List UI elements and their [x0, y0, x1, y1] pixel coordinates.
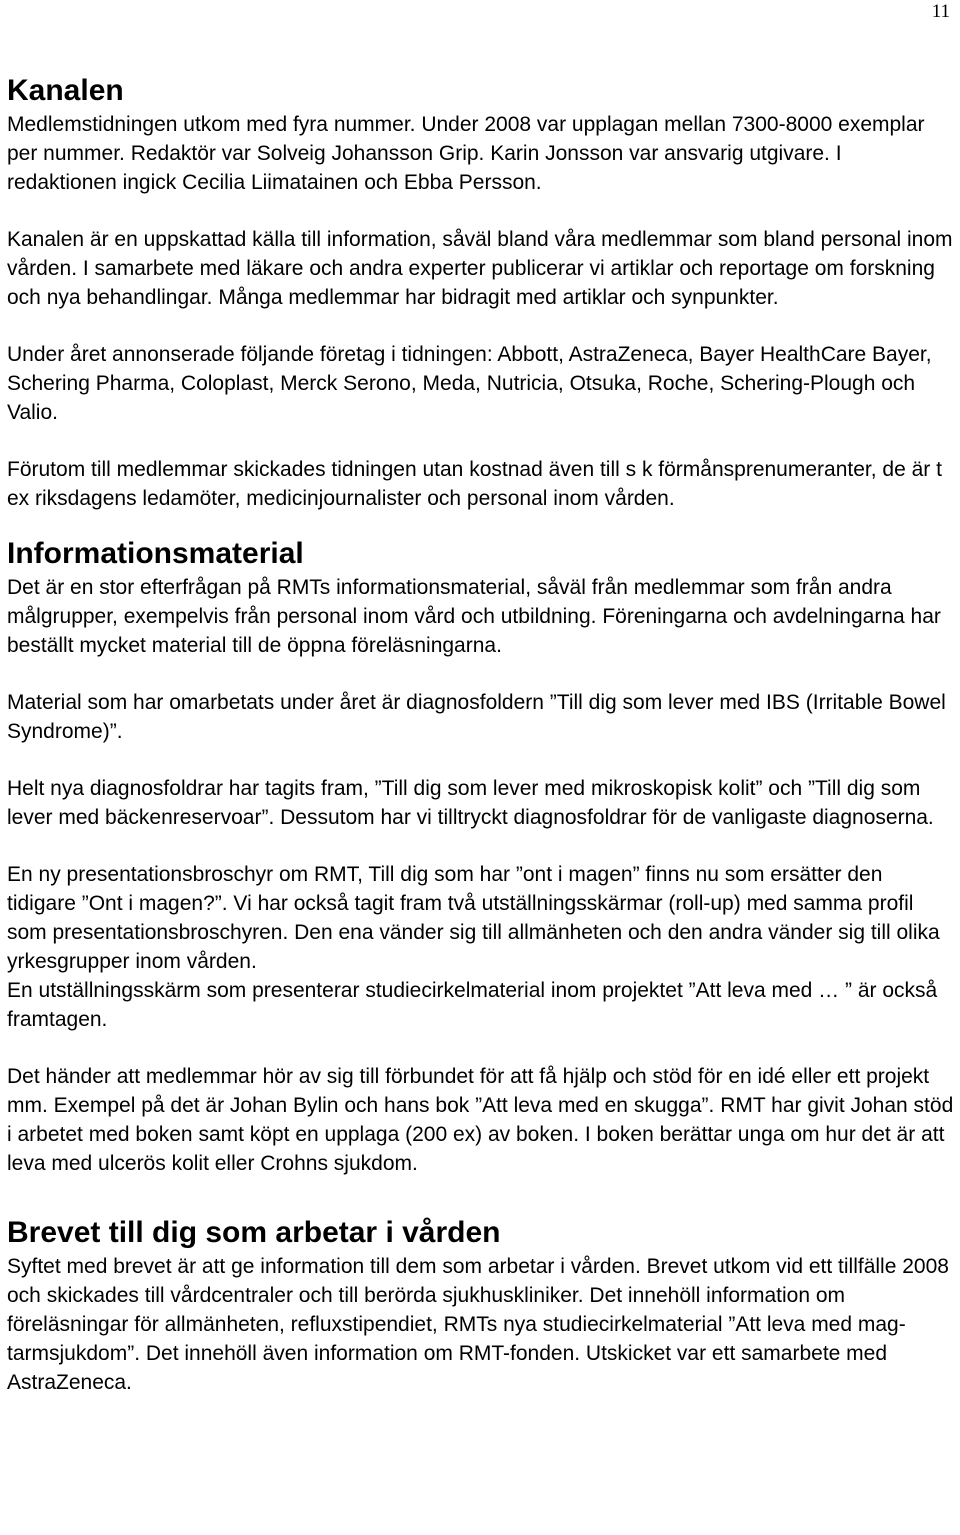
informationsmaterial-paragraph-6: Det händer att medlemmar hör av sig till förbundet för att få hjälp och stöd för en idé eller ett projekt mm. Exempel på det är Johan Bylin och hans bok ”Att leva med en skugga”. RMT har givit Johan stöd i arbetet med boken samt köpt en upplaga (200 ex) av boken. I boken berättar unga om hur det är att leva med ulcerös kolit eller Crohns sjukdom. — [7, 1065, 954, 1175]
informationsmaterial-paragraph-4: En ny presentationsbroschyr om RMT, Till dig som har ”ont i magen” finns nu som ersätter den tidigare ”Ont i magen?”. Vi har också tagit fram två utställningsskärmar (roll-up) med samma profil som presentationsbroschyren. Den ena vänder sig till allmänheten och den andra vänder sig till olika yrkesgrupper inom vården. — [7, 863, 940, 973]
informationsmaterial-paragraph-2: Material som har omarbetats under året är diagnosfoldern ”Till dig som lever med IBS (Irritable Bowel Syndrome)”. — [7, 691, 946, 743]
brevet-paragraph-1: Syftet med brevet är att ge information till dem som arbetar i vården. Brevet utkom vid ett tillfälle 2008 och skickades till vårdcentraler och till berörda sjukhuskliniker. Det innehöll information om föreläsningar för allmänheten, refluxstipendiet, RMTs nya studiecirkelmaterial ”Att leva med mag-tarmsjukdom”. Det innehöll även information om RMT-fonden. Utskicket var ett samarbete med AstraZeneca. — [7, 1255, 949, 1394]
page-content — [7, 72, 957, 1397]
kanalen-paragraph-3: Under året annonserade följande företag i tidningen: Abbott, AstraZeneca, Bayer HealthCare Bayer, Schering Pharma, Coloplast, Merck Serono, Meda, Nutricia, Otsuka, Roche, Schering-Plough och Valio. — [7, 343, 932, 424]
kanalen-paragraph-4: Förutom till medlemmar skickades tidningen utan kostnad även till s k förmånsprenumeranter, de är t ex riksdagens ledamöter, medicinjournalister och personal inom vården. — [7, 458, 942, 510]
informationsmaterial-paragraph-1: Det är en stor efterfrågan på RMTs informationsmaterial, såväl från medlemmar som från andra målgrupper, exempelvis från personal inom vård och utbildning. Föreningarna och avdelningarna har beställt mycket material till de öppna föreläsningarna. — [7, 576, 941, 657]
heading-kanalen: Kanalen — [7, 74, 124, 107]
informationsmaterial-paragraph-3: Helt nya diagnosfoldrar har tagits fram, ”Till dig som lever med mikroskopisk kolit” och ”Till dig som lever med bäckenreservoar”. Dessutom har vi tilltryckt diagnosfoldrar för de vanligaste diagnoserna. — [7, 777, 934, 829]
heading-informationsmaterial: Informationsmaterial — [7, 537, 304, 570]
informationsmaterial-paragraph-5: En utställningsskärm som presenterar studiecirkelmaterial inom projektet ”Att leva med … ” är också framtagen. — [7, 979, 938, 1031]
kanalen-paragraph-2: Kanalen är en uppskattad källa till information, såväl bland våra medlemmar som bland personal inom vården. I samarbete med läkare och andra experter publicerar vi artiklar och reportage om forskning och nya behandlingar. Många medlemmar har bidragit med artiklar och synpunkter. — [7, 228, 953, 309]
kanalen-paragraph-1: Medlemstidningen utkom med fyra nummer. Under 2008 var upplagan mellan 7300-8000 exemplar per nummer. Redaktör var Solveig Johansson Grip. Karin Jonsson var ansvarig utgivare. I redaktionen ingick Cecilia Liimatainen och Ebba Persson. — [7, 113, 925, 194]
page-number: 11 — [931, 1, 950, 22]
heading-brevet: Brevet till dig som arbetar i vården — [7, 1216, 501, 1249]
